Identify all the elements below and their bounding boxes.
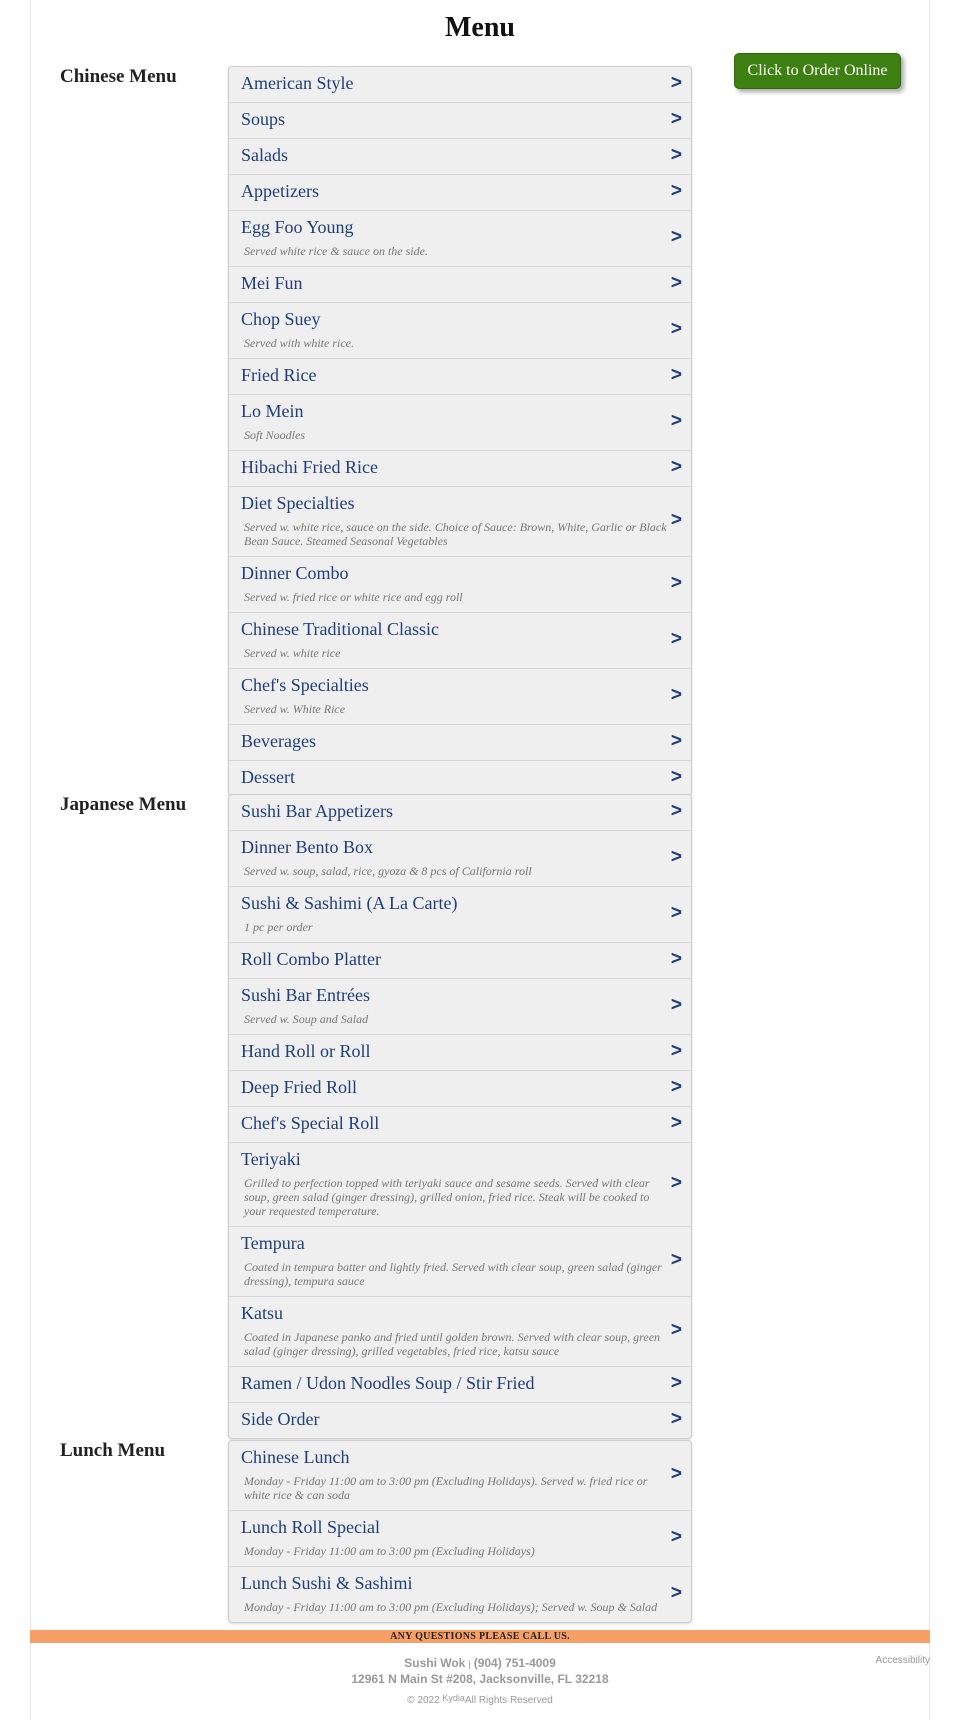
menu-category-item[interactable] [229, 103, 691, 139]
restaurant-name: Sushi Wok [404, 1656, 466, 1670]
menu-category-title: Hand Roll or Roll [241, 1041, 371, 1061]
accessibility-link[interactable]: Accessibility [875, 1655, 930, 1666]
copyright: © 2022 [407, 1695, 440, 1706]
menu-category-item[interactable] [229, 451, 691, 487]
chevron-right-icon: > [670, 144, 682, 166]
address: 12961 N Main St #208, Jacksonville, FL 32218 [351, 1672, 609, 1686]
japanese-menu-list [228, 794, 692, 1439]
menu-category-description: Served w. Soup and Salad [244, 1012, 369, 1026]
menu-category-title: Appetizers [241, 181, 319, 201]
order-online-button[interactable]: Click to Order Online [734, 53, 901, 89]
chevron-right-icon: > [670, 364, 682, 386]
menu-category-title: Side Order [241, 1409, 320, 1429]
chevron-right-icon: > [670, 1040, 682, 1062]
menu-category-title: Sushi & Sashimi (A La Carte) [241, 893, 458, 913]
menu-category-title: Sushi Bar Entrées [241, 985, 370, 1005]
chevron-right-icon: > [670, 1249, 682, 1271]
menu-category-description: Soft Noodles [244, 428, 306, 442]
chevron-right-icon: > [670, 456, 682, 478]
questions-banner: ANY QUESTIONS PLEASE CALL US. [30, 1630, 930, 1643]
chevron-right-icon: > [670, 318, 682, 340]
menu-category-description: Served w. white rice, sauce on the side. Choice of Sauce: Brown, White, Garlic or Black Bean Sauce. Steamed Seasonal Vegetables [244, 520, 667, 548]
menu-category-title: Dinner Bento Box [241, 837, 373, 857]
menu-category-description: Served w. soup, salad, rice, gyoza & 8 pcs of California roll [244, 864, 532, 878]
chevron-right-icon: > [670, 72, 682, 94]
chevron-right-icon: > [670, 948, 682, 970]
section-label-japanese: Japanese Menu [60, 794, 187, 815]
chevron-right-icon: > [670, 226, 682, 248]
menu-category-title: Lunch Sushi & Sashimi [241, 1573, 413, 1593]
menu-category-item[interactable] [229, 831, 691, 887]
menu-category-item[interactable] [229, 613, 691, 669]
menu-category-item[interactable] [229, 303, 691, 359]
menu-category-title: Tempura [241, 1233, 305, 1253]
menu-category-item[interactable] [229, 795, 691, 831]
menu-category-title: Chop Suey [241, 309, 321, 329]
menu-category-item[interactable] [229, 725, 691, 761]
menu-category-description: Monday - Friday 11:00 am to 3:00 pm (Excluding Holidays). Served w. fried rice or white rice & can soda [244, 1474, 648, 1502]
chevron-right-icon: > [670, 1076, 682, 1098]
menu-category-item[interactable] [229, 1367, 691, 1403]
menu-category-description: Coated in tempura batter and lightly fried. Served with clear soup, green salad (ginger dressing), tempura sauce [244, 1260, 662, 1288]
menu-category-title: Salads [241, 145, 288, 165]
chevron-right-icon: > [670, 902, 682, 924]
menu-category-item[interactable] [229, 1107, 691, 1143]
menu-category-title: Hibachi Fried Rice [241, 457, 378, 477]
menu-category-item[interactable] [229, 1511, 691, 1567]
menu-category-item[interactable] [229, 943, 691, 979]
chevron-right-icon: > [670, 1372, 682, 1394]
menu-category-item[interactable] [229, 669, 691, 725]
menu-category-title: Lunch Roll Special [241, 1517, 380, 1537]
menu-category-title: Teriyaki [241, 1149, 301, 1169]
menu-category-title: Chef's Special Roll [241, 1113, 380, 1133]
menu-category-title: Mei Fun [241, 273, 303, 293]
chevron-right-icon: > [670, 108, 682, 130]
menu-category-item[interactable] [229, 557, 691, 613]
menu-category-item[interactable] [229, 395, 691, 451]
menu-category-item[interactable] [229, 267, 691, 303]
chevron-right-icon: > [670, 410, 682, 432]
menu-category-item[interactable] [229, 1143, 691, 1227]
menu-category-title: Fried Rice [241, 365, 317, 385]
chevron-right-icon: > [670, 730, 682, 752]
chevron-right-icon: > [670, 628, 682, 650]
chevron-right-icon: > [670, 1582, 682, 1604]
menu-category-title: Chef's Specialties [241, 675, 369, 695]
menu-category-title: Deep Fried Roll [241, 1077, 357, 1097]
menu-category-item[interactable] [229, 359, 691, 395]
menu-category-title: Katsu [241, 1303, 283, 1323]
menu-category-description: Served with white rice. [244, 336, 354, 350]
chevron-right-icon: > [670, 1463, 682, 1485]
section-label-lunch: Lunch Menu [60, 1440, 166, 1461]
menu-category-item[interactable] [229, 1297, 691, 1367]
chevron-right-icon: > [670, 1526, 682, 1548]
chevron-right-icon: > [670, 572, 682, 594]
footer-separator: | [468, 1659, 471, 1669]
menu-category-title: Chinese Lunch [241, 1447, 350, 1467]
menu-category-item[interactable] [229, 1403, 691, 1438]
chevron-right-icon: > [670, 1408, 682, 1430]
kydia-link[interactable]: Kydia [442, 1693, 465, 1703]
menu-category-title: American Style [241, 73, 354, 93]
menu-category-description: Served w. fried rice or white rice and egg roll [244, 590, 463, 604]
chevron-right-icon: > [670, 1319, 682, 1341]
menu-category-title: Diet Specialties [241, 493, 355, 513]
menu-category-item[interactable] [229, 761, 691, 796]
footer-info [0, 1656, 960, 1708]
menu-category-description: Grilled to perfection topped with teriyaki sauce and sesame seeds. Served with clear soup, green salad (ginger dressing), grilled onion, fried rice. Steak will be cooked to your requested temperature. [244, 1176, 650, 1218]
menu-category-item[interactable] [229, 175, 691, 211]
menu-category-description: Monday - Friday 11:00 am to 3:00 pm (Excluding Holidays) [244, 1544, 535, 1558]
menu-category-item[interactable] [229, 67, 691, 103]
chevron-right-icon: > [670, 1172, 682, 1194]
section-label-chinese: Chinese Menu [60, 66, 177, 87]
chevron-right-icon: > [670, 800, 682, 822]
menu-category-item[interactable] [229, 211, 691, 267]
menu-category-title: Dinner Combo [241, 563, 349, 583]
menu-category-item[interactable] [229, 979, 691, 1035]
menu-category-description: 1 pc per order [244, 920, 313, 934]
chevron-right-icon: > [670, 994, 682, 1016]
menu-category-description: Served w. white rice [244, 646, 341, 660]
chinese-menu-list [228, 66, 692, 797]
rights-text: All Rights Reserved [464, 1695, 553, 1706]
menu-category-description: Monday - Friday 11:00 am to 3:00 pm (Excluding Holidays); Served w. Soup & Salad [244, 1600, 658, 1614]
menu-category-item[interactable] [229, 1071, 691, 1107]
menu-category-title: Chinese Traditional Classic [241, 619, 439, 639]
chevron-right-icon: > [670, 766, 682, 788]
menu-category-item[interactable] [229, 887, 691, 943]
chevron-right-icon: > [670, 846, 682, 868]
menu-category-item[interactable] [229, 1441, 691, 1511]
menu-category-title: Egg Foo Young [241, 217, 354, 237]
menu-category-description: Served w. White Rice [244, 702, 346, 716]
menu-category-item[interactable] [229, 487, 691, 557]
menu-category-title: Ramen / Udon Noodles Soup / Stir Fried [241, 1373, 535, 1393]
menu-category-description: Coated in Japanese panko and fried until golden brown. Served with clear soup, green salad (ginger dressing), grilled vegetables, fried rice, katsu sauce [244, 1330, 661, 1358]
page-title: Menu [445, 12, 515, 43]
phone-number[interactable]: (904) 751-4009 [473, 1656, 556, 1670]
chevron-right-icon: > [670, 684, 682, 706]
menu-category-description: Served white rice & sauce on the side. [244, 244, 428, 258]
chevron-right-icon: > [670, 509, 682, 531]
menu-category-title: Sushi Bar Appetizers [241, 801, 393, 821]
chevron-right-icon: > [670, 180, 682, 202]
menu-category-title: Lo Mein [241, 401, 304, 421]
chevron-right-icon: > [670, 272, 682, 294]
menu-category-item[interactable] [229, 1567, 691, 1622]
menu-category-title: Roll Combo Platter [241, 949, 382, 969]
menu-category-item[interactable] [229, 1227, 691, 1297]
menu-category-title: Beverages [241, 731, 316, 751]
menu-category-title: Soups [241, 109, 286, 129]
lunch-menu-list [228, 1440, 692, 1623]
menu-category-item[interactable] [229, 139, 691, 175]
chevron-right-icon: > [670, 1112, 682, 1134]
menu-category-title: Dessert [241, 767, 295, 787]
menu-category-item[interactable] [229, 1035, 691, 1071]
